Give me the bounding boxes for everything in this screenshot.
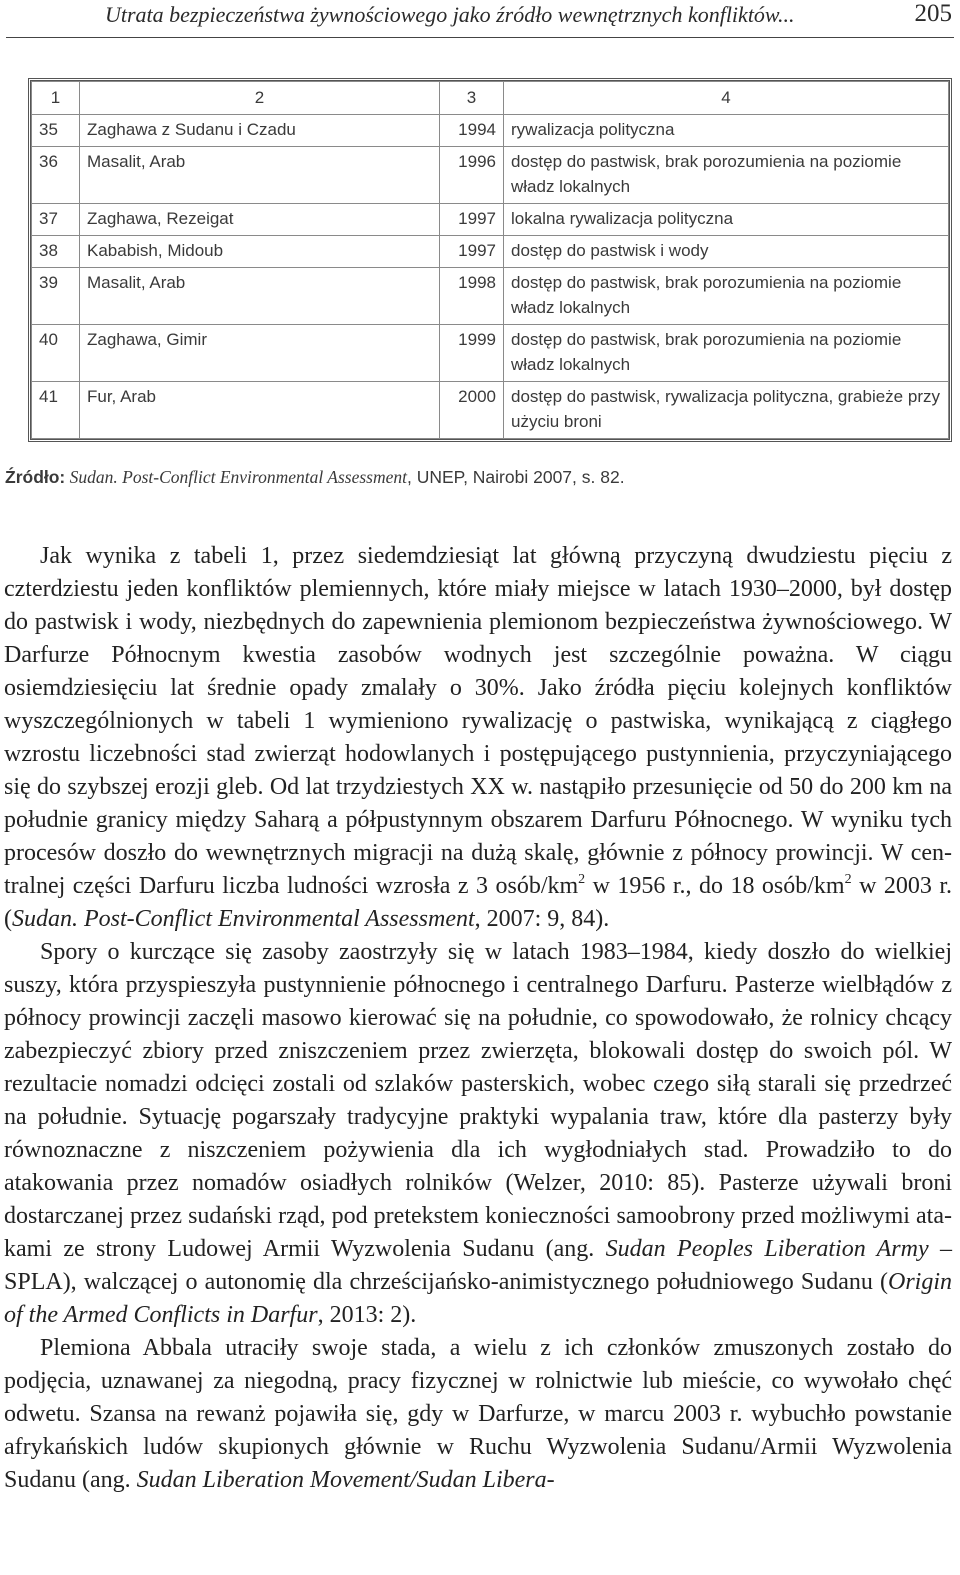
row-tribes: Zaghawa z Sudanu i Czadu [80,115,440,147]
row-year: 1997 [440,236,504,268]
p1-superscript-1: 2 [578,872,586,887]
p1-text-c: w 2003 r. ( [4,873,952,932]
row-tribes: Kababish, Midoub [80,236,440,268]
paragraph-3 [4,1332,952,1497]
row-cause: dostęp do pastwisk, brak porozumienia na poziomie władz lokalnych [504,268,949,325]
header-rule [6,37,954,38]
p2-text-c: , 2013: 2). [317,1302,417,1328]
conflicts-table [31,81,949,439]
p2-text-a: Spory o kurczące się zasoby zaostrzyły się w latach 1983–1984, kiedy doszło do wielkiej suszy, która przyspieszyła pustynnienie północnego i centralnego Darfuru. Pasterze wielbłądów z północy prowincji zaczęli masowo kierować się na południe, co spowodowało, że rolnicy chcący zabezpieczyć zbiory przed zniszczeniem przez zwierzęta, blokowali dostęp do swoich pól. W rezultacie nomadzi odcięci zostali od szlaków pasterskich, wobec czego siłą starali się przedrzeć na południe. Sytuację pogarszały tradycyjne praktyki wypalania traw, które dla pasterzy były równoznaczne z niszczeniem pożywienia dla ich wygłodniałych stad. Prowadziło to do atakowania przez nomadów osiadłych rolników (Welzer, 2010: 85). Pasterze używali broni dostarczanej przez sudański rząd, pod pretekstem konieczności samoobrony przed możliwymi atakami ze strony Ludowej Armii Wyzwolenia Sudanu (ang. [4,939,952,1262]
body-text [4,540,952,1497]
row-year: 1999 [440,325,504,382]
row-year: 2000 [440,382,504,439]
table-row [32,147,949,204]
row-number: 35 [32,115,80,147]
row-tribes: Masalit, Arab [80,268,440,325]
row-tribes: Masalit, Arab [80,147,440,204]
row-number: 41 [32,382,80,439]
table-row [32,204,949,236]
p1-text-d: , 2007: 9, 84). [474,906,610,932]
table-source-note [5,467,625,488]
row-number: 39 [32,268,80,325]
table-row [32,325,949,382]
conflicts-table-frame [28,78,952,442]
column-header: 1 [32,82,80,115]
column-header: 3 [440,82,504,115]
table-header-row [32,82,949,115]
row-year: 1994 [440,115,504,147]
row-cause: dostęp do pastwisk, brak porozumienia na poziomie władz lokalnych [504,325,949,382]
p2-citation-title: Origin of the Armed Conflicts in Darfur [4,1269,952,1328]
paragraph-2 [4,936,952,1332]
table-row [32,236,949,268]
row-year: 1996 [440,147,504,204]
p3-text-a: Plemiona Abbala utraciły swoje stada, a wielu z ich członków zmuszonych zostało do podjęcia, uznawanej za niegodną, pracy fizycznej w rolnictwie lub mieście, co wywołało chęć odwetu. Szansa na rewanż pojawiła się, gdy w Darfurze, w marcu 2003 r. wybuchło powstanie afrykańskich ludów skupionych głównie w Ruchu Wyzwolenia Sudanu/Armii Wyzwolenia Sudanu (ang. [4,1335,952,1493]
table-row [32,268,949,325]
table-row [32,115,949,147]
paragraph-1 [4,540,952,936]
row-number: 37 [32,204,80,236]
column-header: 4 [504,82,949,115]
p1-text-b: w 1956 r., do 18 osób/km [585,873,845,899]
row-cause: dostęp do pastwisk, brak porozumienia na poziomie władz lokalnych [504,147,949,204]
column-header: 2 [80,82,440,115]
row-tribes: Zaghawa, Gimir [80,325,440,382]
source-details: , UNEP, Nairobi 2007, s. 82. [406,467,625,487]
running-title: Utrata bezpieczeństwa żywnościowego jako źródło wewnętrznych konfliktów... [105,2,795,27]
source-title: Sudan. Post-Conflict Environmental Assessment [69,467,407,487]
row-year: 1998 [440,268,504,325]
row-tribes: Zaghawa, Rezeigat [80,204,440,236]
row-number: 38 [32,236,80,268]
row-cause: dostęp do pastwisk, rywalizacja polityczna, grabieże przy użyciu broni [504,382,949,439]
row-tribes: Fur, Arab [80,382,440,439]
source-label: Źródło: [5,467,66,487]
row-year: 1997 [440,204,504,236]
row-cause: lokalna rywalizacja polityczna [504,204,949,236]
table-row [32,382,949,439]
p1-text-a: Jak wynika z tabeli 1, przez siedemdziesiąt lat główną przyczyną dwudziestu pięciu z czterdziestu jeden konfliktów plemiennych, które miały miejsce w latach 1930–2000, był dostęp do pastwisk i wody, niezbędnych do zapewnienia plemionom bezpieczeństwa żywnościowego. W Darfurze Północnym kwestia zasobów wodnych jest szczególnie poważna. W ciągu osiemdziesięciu lat średnie opady zmalały o 30%. Jako źródła pięciu kolejnych konfliktów wyszczególnionych w tabeli 1 wymieniono rywalizację o pastwiska, wynikającą z ciągłego wzrostu liczebności stad zwierząt hodowlanych i postępującego pustynnienia, przyczyniającego się do szybszej erozji gleb. Od lat trzydziestych XX w. nastąpiło przesunięcie od 50 do 200 km na południe granicy między Saharą a półpustynnym obszarem Darfuru Północnego. W wyniku tych procesów doszło do wewnętrznych migracji na dużą skalę, głównie z północy prowincji. W centralnej części Darfuru liczba ludności wzrosła z 3 osób/km [4,543,952,899]
row-number: 36 [32,147,80,204]
row-number: 40 [32,325,80,382]
p1-citation-title: Sudan. Post-Conflict Environmental Assessment [12,906,475,932]
row-cause: dostęp do pastwisk i wody [504,236,949,268]
page-number: 205 [914,0,952,27]
p2-italic-spla: Sudan Peoples Liberation Army [605,1236,929,1262]
row-cause: rywalizacja polityczna [504,115,949,147]
p1-superscript-2: 2 [844,872,852,887]
p3-italic-slm: Sudan Liberation Movement/Sudan Libera- [136,1467,555,1493]
p2-text-b: – SPLA), walczącej o autonomię dla chrześcijańsko-animistycznego południowego Sudanu ( [4,1236,952,1295]
running-header [0,0,960,40]
